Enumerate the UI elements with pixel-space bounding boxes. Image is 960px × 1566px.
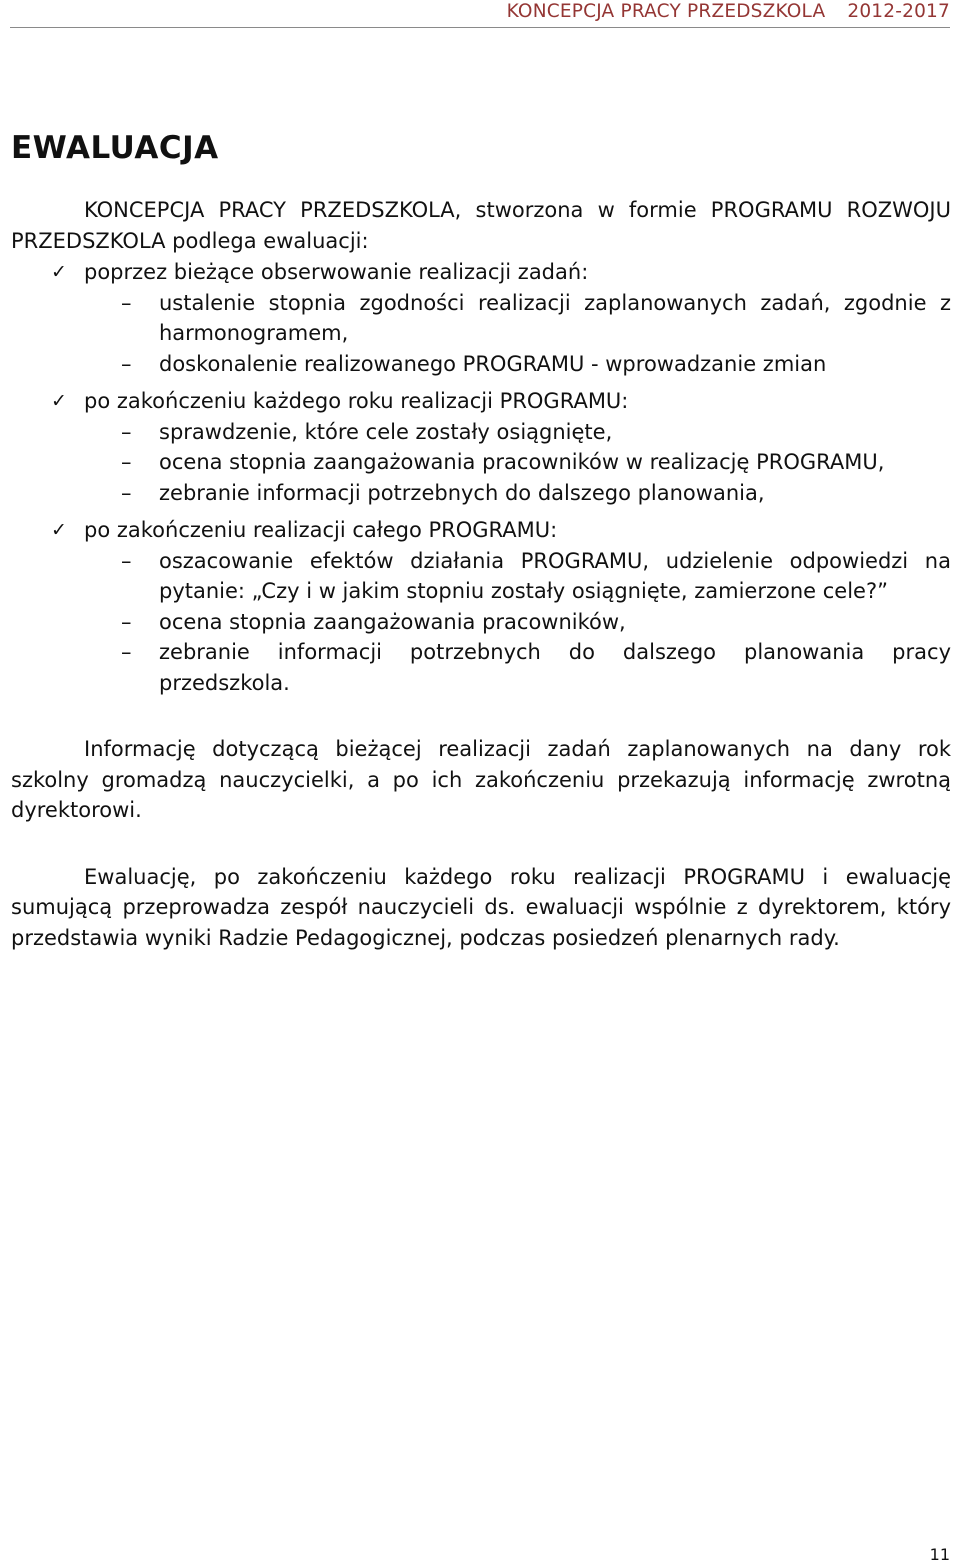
sub-list-item — [84, 349, 951, 380]
sub-list — [84, 546, 951, 699]
checklist-label: po zakończeniu każdego roku realizacji PROGRAMU: — [84, 389, 629, 413]
page-header — [10, 0, 950, 28]
document-body — [11, 195, 951, 953]
dash-icon: – — [121, 419, 132, 444]
sub-list-text: ocena stopnia zaangażowania pracowników w realizację PROGRAMU, — [159, 450, 885, 474]
dash-icon: – — [121, 609, 132, 634]
sub-list-item — [84, 447, 951, 478]
body-paragraph: Ewaluację, po zakończeniu każdego roku realizacji PROGRAMU i ewaluację sumującą przeprowadza zespół nauczycieli ds. ewaluacji wspólnie z dyrektorem, który przedstawia wyniki Radzie Pedagogicznej, podczas posiedzeń plenarnych rady. — [11, 864, 951, 950]
dash-icon: – — [121, 548, 132, 573]
sub-list-item — [84, 637, 951, 698]
sub-list-item — [84, 288, 951, 349]
dash-icon: – — [121, 480, 132, 505]
sub-list-item — [84, 417, 951, 448]
sub-list — [84, 417, 951, 509]
dash-icon: – — [121, 450, 132, 474]
checkmark-icon: ✓ — [51, 519, 67, 541]
sub-list-item — [84, 478, 951, 509]
sub-list — [84, 288, 951, 380]
sub-list-text: sprawdzenie, które cele zostały osiągnięte, — [159, 419, 613, 444]
intro-paragraph: KONCEPCJA PRACY PRZEDSZKOLA, stworzona w formie PROGRAMU ROZWOJU PRZEDSZKOLA podlega ewaluacji: — [11, 198, 951, 253]
checklist-label: poprzez bieżące obserwowanie realizacji zadań: — [84, 260, 589, 284]
sub-list-text: oszacowanie efektów działania PROGRAMU, udzielenie odpowiedzi na pytanie: „Czy i w jakim stopniu zostały osiągnięte, zamierzone cele?” — [159, 548, 951, 603]
checkmark-icon: ✓ — [51, 390, 67, 412]
header-title: KONCEPCJA PRACY PRZEDSZKOLA — [506, 1, 826, 22]
dash-icon: – — [121, 640, 132, 664]
body-paragraph: Informację dotyczącą bieżącej realizacji zadań zaplanowanych na dany rok szkolny gromadzą nauczycielki, a po ich zakończeniu przekazują informację zwrotną dyrektorowi. — [11, 737, 951, 822]
dash-icon: – — [121, 290, 132, 315]
section-title: EWALUACJA — [11, 130, 219, 166]
sub-list-text: zebranie informacji potrzebnych do dalszego planowania pracy przedszkola. — [159, 640, 951, 695]
checklist-label: po zakończeniu realizacji całego PROGRAMU: — [84, 518, 558, 542]
checklist-item — [11, 515, 951, 698]
dash-icon: – — [121, 351, 132, 376]
sub-list-text: ocena stopnia zaangażowania pracowników, — [159, 609, 626, 634]
header-years: 2012-2017 — [847, 1, 950, 22]
sub-list-text: doskonalenie realizowanego PROGRAMU - wprowadzanie zmian — [159, 351, 827, 376]
sub-list-text: ustalenie stopnia zgodności realizacji zaplanowanych zadań, zgodnie z harmonogramem, — [159, 290, 951, 345]
checklist-item — [11, 257, 951, 379]
page-number: 11 — [929, 1545, 950, 1564]
sub-list-item — [84, 607, 951, 638]
sub-list-text: zebranie informacji potrzebnych do dalszego planowania, — [159, 480, 765, 505]
checkmark-icon: ✓ — [51, 261, 67, 283]
sub-list-item — [84, 546, 951, 607]
checklist-item — [11, 386, 951, 508]
